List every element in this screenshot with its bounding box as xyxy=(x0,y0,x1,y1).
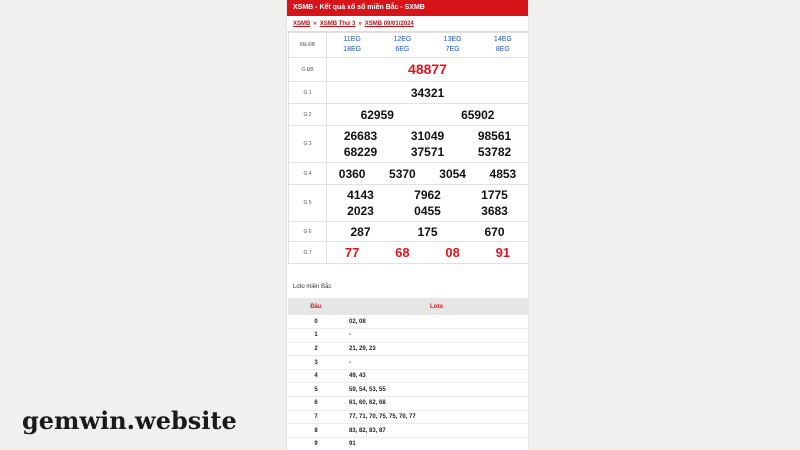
prize-number: 77 xyxy=(344,245,360,260)
prize-number: 0360 xyxy=(338,166,366,181)
breadcrumb-xsmb[interactable]: XSMB xyxy=(293,21,311,27)
prize-number: 670 xyxy=(484,224,505,239)
prize-number: 65902 xyxy=(461,107,495,122)
prize-number: 1775 xyxy=(481,188,508,202)
breadcrumb-date[interactable]: XSMB 09/01/2024 xyxy=(364,21,414,27)
loto-values: 83, 82, 83, 87 xyxy=(344,424,529,438)
loto-head: 4 xyxy=(288,369,344,383)
loto-values: 91 xyxy=(344,437,529,450)
loto-head: 8 xyxy=(288,424,344,438)
gdb-cell xyxy=(327,58,529,82)
breadcrumb-weekday[interactable]: XSMB Thứ 3 xyxy=(319,21,356,27)
g5-cell xyxy=(327,185,529,222)
prize-number: 37571 xyxy=(410,145,445,159)
loto-head: 1 xyxy=(288,329,344,343)
loto-head: 0 xyxy=(288,315,344,329)
breadcrumb-separator: » xyxy=(358,21,362,27)
madb-code: 8EG xyxy=(495,46,510,53)
loto-head: 9 xyxy=(288,437,344,450)
prize-number: 4853 xyxy=(489,166,517,181)
prize-number: 4143 xyxy=(347,188,374,202)
results-panel xyxy=(286,0,529,450)
row-gdb xyxy=(289,58,529,82)
loto-values: 61, 60, 62, 68 xyxy=(344,397,529,411)
prize-number: 08 xyxy=(445,245,460,260)
label-g4: G 4 xyxy=(289,163,327,185)
prize-number: 34321 xyxy=(410,85,445,100)
prize-number: 31049 xyxy=(410,129,445,143)
row-g3 xyxy=(289,126,529,163)
loto-table xyxy=(288,298,529,450)
table-row xyxy=(288,315,529,329)
g3-cell xyxy=(327,126,529,163)
loto-head: 2 xyxy=(288,342,344,356)
loto-header-loto: Loto xyxy=(344,298,529,315)
loto-values: - xyxy=(344,329,529,343)
madb-code: 12EG xyxy=(393,36,412,43)
loto-values: - xyxy=(344,356,529,370)
breadcrumb xyxy=(287,16,528,32)
g4-cell xyxy=(327,163,529,185)
label-g5: G 5 xyxy=(289,185,327,222)
loto-section-title: Loto miền Bắc xyxy=(293,284,332,290)
madb-code: 11EG xyxy=(343,36,361,43)
prize-number: 287 xyxy=(350,224,371,239)
loto-header-dau: Đầu xyxy=(288,298,344,315)
loto-values: 49, 43 xyxy=(344,369,529,383)
loto-values: 59, 54, 53, 55 xyxy=(344,383,529,397)
loto-values: 77, 71, 70, 75, 75, 70, 77 xyxy=(344,410,529,424)
loto-head: 3 xyxy=(288,356,344,370)
madb-code: 7EG xyxy=(445,46,460,53)
prize-number: 68 xyxy=(395,245,410,260)
page-title: XSMB - Kết quả xổ số miền Bắc - SXMB xyxy=(293,4,425,11)
row-g6 xyxy=(289,222,529,242)
table-row xyxy=(288,410,529,424)
prize-number: 175 xyxy=(417,224,438,239)
madb-code: 18EG xyxy=(343,46,362,53)
table-row xyxy=(288,356,529,370)
table-row xyxy=(288,342,529,356)
loto-head: 5 xyxy=(288,383,344,397)
label-g6: G 6 xyxy=(289,222,327,242)
row-g2 xyxy=(289,104,529,126)
row-g7 xyxy=(289,242,529,264)
special-prize-number: 48877 xyxy=(408,60,447,77)
madb-codes xyxy=(327,33,529,58)
loto-head: 7 xyxy=(288,410,344,424)
table-row xyxy=(288,383,529,397)
prize-number: 0455 xyxy=(414,204,441,218)
madb-code: 14EG xyxy=(493,36,512,43)
loto-values: 21, 29, 23 xyxy=(344,342,529,356)
prize-number: 53782 xyxy=(477,145,512,159)
g6-cell xyxy=(327,222,529,242)
prize-number: 5370 xyxy=(389,166,416,181)
loto-values: 02, 08 xyxy=(344,315,529,329)
prize-number: 98561 xyxy=(477,129,512,143)
table-row xyxy=(288,437,529,450)
madb-code: 6EG xyxy=(395,46,410,53)
loto-header-row xyxy=(288,298,529,315)
g2-cell xyxy=(327,104,529,126)
table-row xyxy=(288,424,529,438)
watermark-text: gemwin.website xyxy=(22,406,237,435)
row-g1 xyxy=(289,82,529,104)
page-header-bar xyxy=(287,0,528,16)
row-g4 xyxy=(289,163,529,185)
breadcrumb-separator: » xyxy=(313,21,317,27)
row-g5 xyxy=(289,185,529,222)
prize-number: 3683 xyxy=(481,204,508,218)
results-table xyxy=(288,32,529,264)
prize-number: 62959 xyxy=(360,107,394,122)
prize-number: 91 xyxy=(495,245,511,260)
prize-number: 3054 xyxy=(439,166,466,181)
label-g3: G 3 xyxy=(289,126,327,163)
table-row xyxy=(288,329,529,343)
row-madb xyxy=(289,33,529,58)
prize-number: 7962 xyxy=(414,188,441,202)
prize-number: 68229 xyxy=(343,145,378,159)
g7-cell xyxy=(327,242,529,264)
label-g2: G 2 xyxy=(289,104,327,126)
prize-number: 26683 xyxy=(343,129,378,143)
label-g1: G 1 xyxy=(289,82,327,104)
label-madb: Mã ĐB xyxy=(289,33,327,58)
g1-cell xyxy=(327,82,529,104)
prize-number: 2023 xyxy=(347,204,374,218)
table-row xyxy=(288,369,529,383)
label-g7: G 7 xyxy=(289,242,327,264)
loto-head: 6 xyxy=(288,397,344,411)
table-row xyxy=(288,397,529,411)
madb-code: 13EG xyxy=(443,36,462,43)
label-gdb: G ĐB xyxy=(289,58,327,82)
